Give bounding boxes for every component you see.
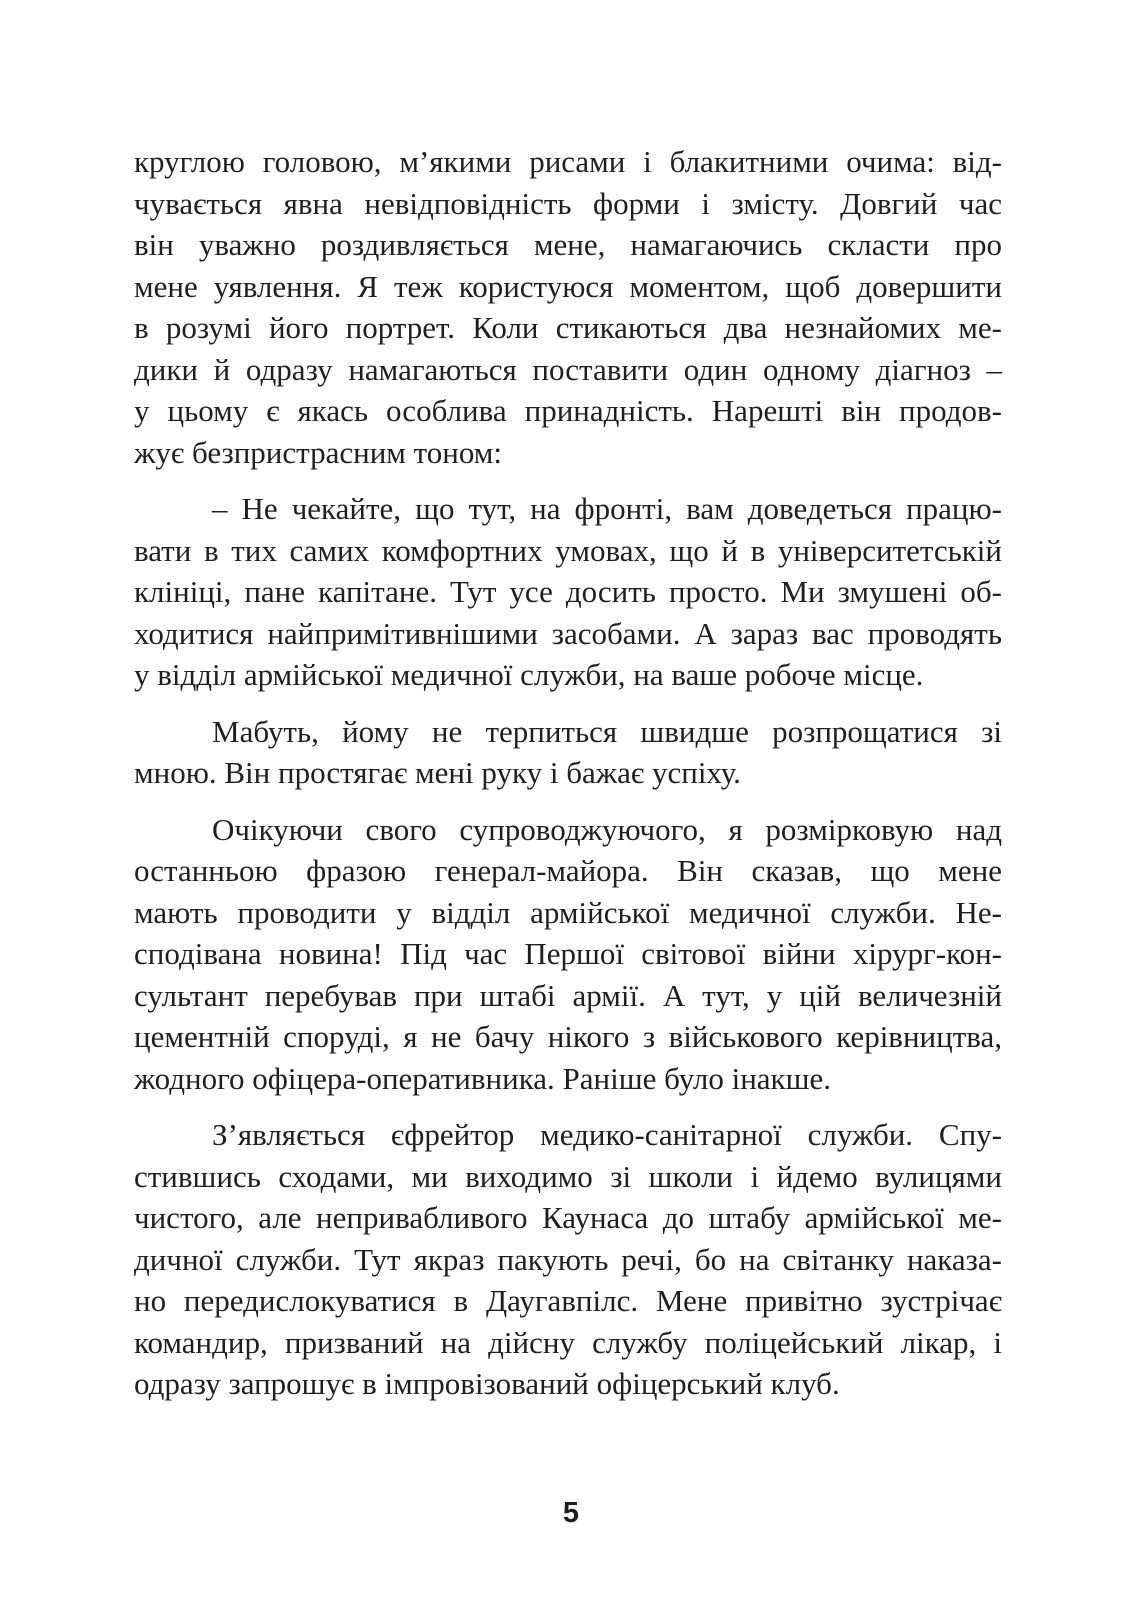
text-line: одразу запрошує в імпровізований офіцерський клуб.: [134, 1366, 840, 1401]
text-line: Мабуть, йому не терпиться швидше розпрощатися зі: [212, 713, 1002, 749]
text-line: мною. Він простягає мені руку і бажає успіху.: [134, 755, 741, 790]
text-line: в розумі його портрет. Коли стикаються два незнайомих ме-: [134, 310, 1002, 345]
text-line: у відділ армійської медичної служби, на ваше робоче місце.: [134, 657, 924, 692]
paragraph: [134, 141, 1002, 473]
text-line: сподівана новина! Під час Першої світової війни хірург-кон-: [134, 936, 1002, 971]
text-line: стившись сходами, ми виходимо зі школи і йдемо вулицями: [134, 1158, 1002, 1194]
text-line: Очікуючи свого супроводжуючого, я розмірковую над: [212, 811, 1002, 847]
text-line: ходитися найпримітивнішими засобами. А зараз вас проводять: [134, 615, 1002, 651]
text-line: дики й одразу намагаються поставити один одному діагноз –: [134, 351, 1002, 387]
text-line: дичної служби. Тут якраз пакують речі, бо на світанку наказа-: [134, 1241, 1002, 1277]
text-line: жує безпристрасним тоном:: [134, 434, 503, 470]
text-line: чистого, але непривабливого Каунаса до штабу армійської ме-: [134, 1200, 1002, 1235]
text-line: командир, призваний на дійсну службу поліцейський лікар, і: [134, 1324, 1002, 1360]
paragraph: [134, 488, 1002, 696]
text-line: клініці, пане капітане. Тут усе досить просто. Ми змушені об-: [134, 574, 1002, 609]
text-line: він уважно роздивляється мене, намагаючись скласти про: [134, 227, 1002, 262]
text-line: цементній споруді, я не бачу нікого з військового керівництва,: [134, 1019, 1002, 1054]
body-text: [134, 141, 1002, 1420]
page-number: 5: [562, 1497, 580, 1529]
paragraph: [134, 711, 1002, 794]
text-line: останньою фразою генерал-майора. Він сказав, що мене: [134, 853, 1002, 888]
text-line: З’являється єфрейтор медико-санітарної служби. Спу-: [212, 1117, 1002, 1152]
text-line: но передислокуватися в Даугавпілс. Мене привітно зустрічає: [134, 1283, 1002, 1318]
text-line: – Не чекайте, що тут, на фронті, вам доведеться працю-: [212, 491, 1002, 526]
text-line: вати в тих самих комфортних умовах, що й в університетській: [134, 532, 1002, 568]
text-line: сультант перебував при штабі армії. А тут, у цій величезній: [134, 977, 1002, 1013]
text-line: мають проводити у відділ армійської медичної служби. Не-: [134, 894, 1002, 930]
paragraph: [134, 809, 1002, 1100]
text-line: мене уявлення. Я теж користуюся моментом, щоб довершити: [134, 268, 1002, 304]
paragraph: [134, 1114, 1002, 1405]
text-line: чувається явна невідповідність форми і змісту. Довгий час: [134, 185, 1002, 221]
text-line: круглою головою, м’якими рисами і блакитними очима: від-: [134, 144, 1002, 179]
text-line: у цьому є якась особлива принадність. Нарешті він продов-: [134, 393, 1002, 428]
text-line: жодного офіцера-оперативника. Раніше було інакше.: [134, 1060, 831, 1096]
